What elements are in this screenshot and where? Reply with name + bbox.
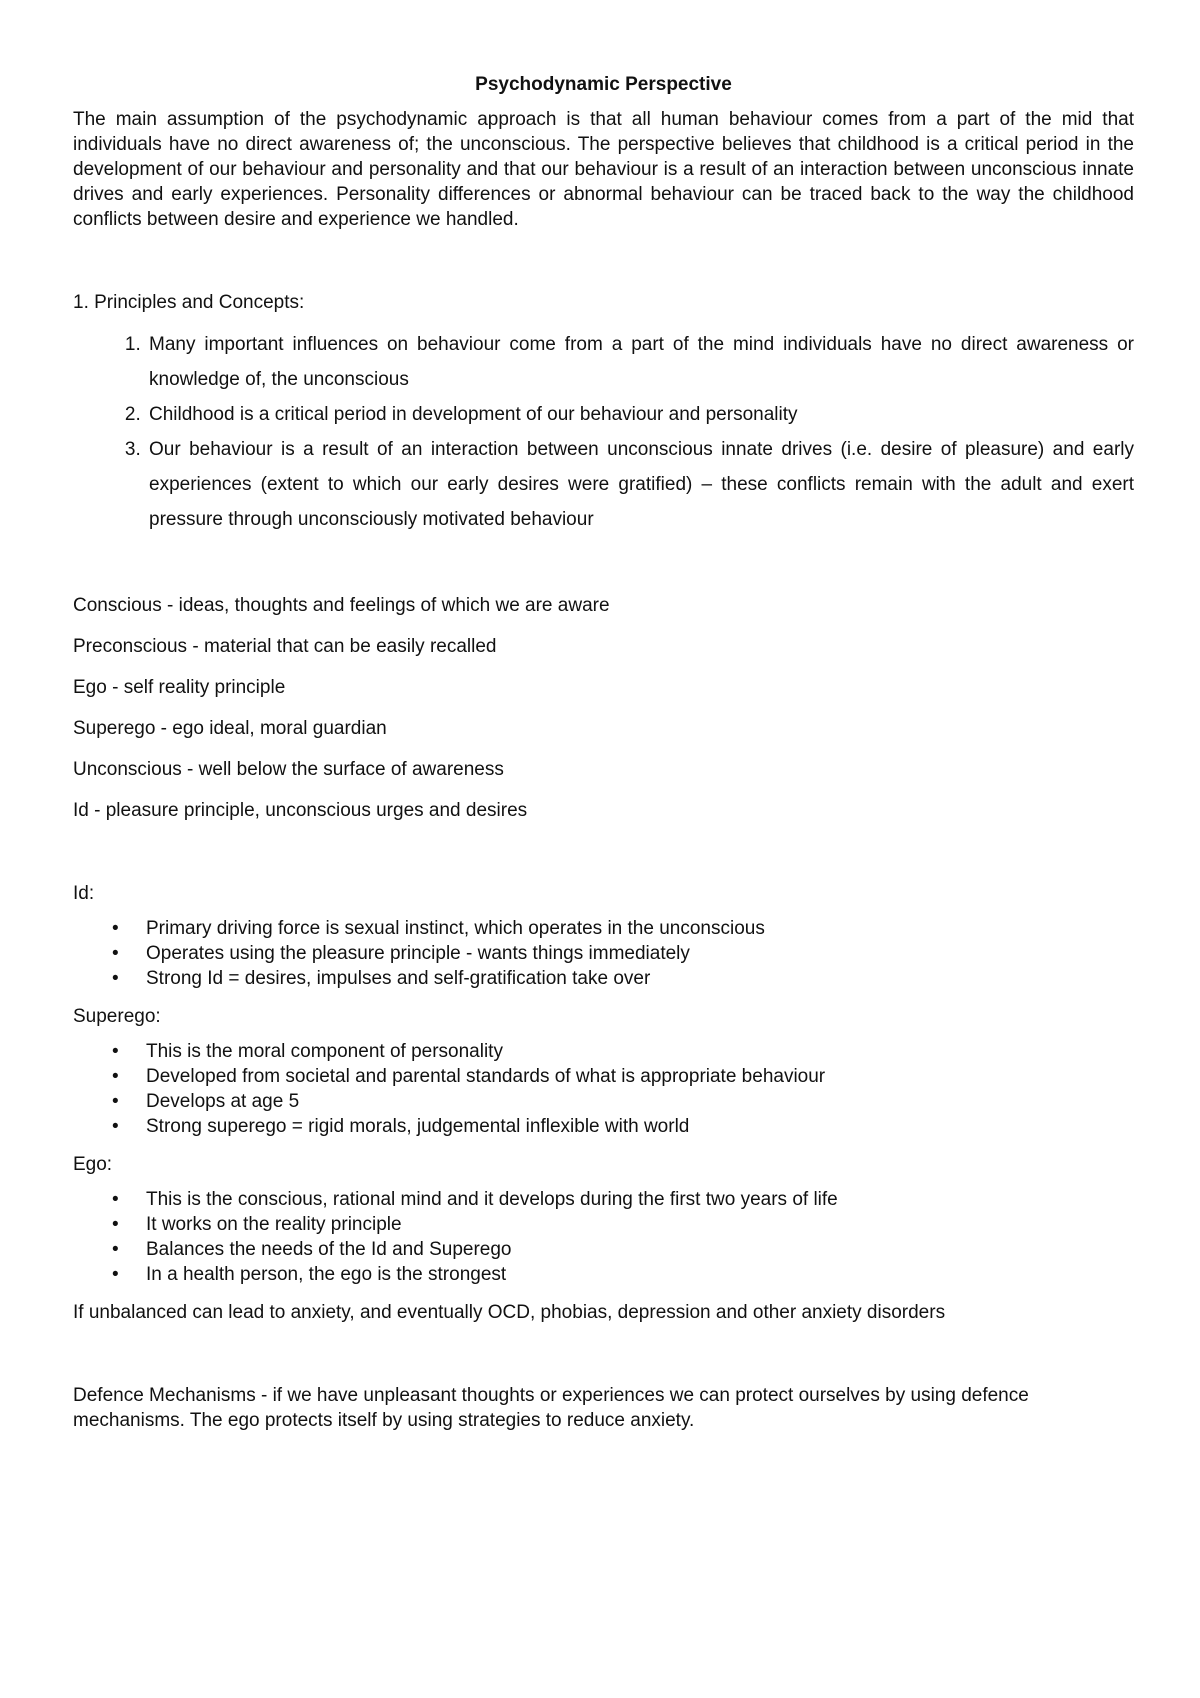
list-item — [112, 1089, 1134, 1114]
list-item — [112, 1114, 1134, 1139]
list-item-text: Developed from societal and parental standards of what is appropriate behaviour — [146, 1066, 826, 1087]
list-item — [112, 1039, 1134, 1064]
bullet-icon: • — [112, 1214, 119, 1235]
superego-list — [73, 1039, 1134, 1139]
ego-list — [73, 1187, 1134, 1287]
list-item — [112, 1262, 1134, 1287]
imbalance-note: If unbalanced can lead to anxiety, and eventually OCD, phobias, depression and other anxiety disorders — [73, 1302, 946, 1323]
bullet-icon: • — [112, 1091, 119, 1112]
bullet-icon: • — [112, 1041, 119, 1062]
list-item-text: Strong Id = desires, impulses and self-gratification take over — [146, 968, 651, 989]
list-item-text: Strong superego = rigid morals, judgemental inflexible with world — [146, 1116, 690, 1137]
list-item — [112, 1237, 1134, 1262]
superego-heading: Superego: — [73, 1006, 161, 1027]
bullet-icon: • — [112, 1239, 119, 1260]
principle-item: 3. Our behaviour is a result of an interaction between unconscious innate drives (i.e. desire of pleasure) and early experiences (extent to which our early desires were gratified) – these conflicts remain with the adult and exert pressure through unconsciously motivated behaviour — [146, 432, 1134, 537]
ego-heading: Ego: — [73, 1154, 113, 1175]
list-item — [112, 941, 1134, 966]
intro-paragraph: The main assumption of the psychodynamic approach is that all human behaviour comes from a part of the mid that individuals have no direct awareness of; the unconscious. The perspective believes that childhood is a critical period in the development of our behaviour and personality and that our behaviour is a result of an interaction between unconscious innate drives and early experiences. Personality differences or abnormal behaviour can be traced back to the way the childhood conflicts between desire and experience we handled. — [73, 109, 1134, 230]
bullet-icon: • — [112, 1066, 119, 1087]
list-item-text: Operates using the pleasure principle - wants things immediately — [146, 943, 690, 964]
definition-preconscious: Preconscious - material that can be easily recalled — [73, 636, 497, 657]
list-item — [112, 1064, 1134, 1089]
list-item-text: This is the moral component of personality — [146, 1041, 503, 1062]
list-item-text: It works on the reality principle — [146, 1214, 402, 1235]
list-item-text: Develops at age 5 — [146, 1091, 300, 1112]
bullet-icon: • — [112, 943, 119, 964]
list-item — [112, 1187, 1134, 1212]
document-page — [73, 72, 1134, 1433]
defence-mechanisms-paragraph: Defence Mechanisms - if we have unpleasant thoughts or experiences we can protect ourselves by using defence mechanisms. The ego protects itself by using strategies to reduce anxiety. — [73, 1385, 1029, 1431]
definition-unconscious: Unconscious - well below the surface of awareness — [73, 759, 504, 780]
list-item — [112, 1212, 1134, 1237]
list-item-text: Primary driving force is sexual instinct, which operates in the unconscious — [146, 918, 765, 939]
page-title: Psychodynamic Perspective — [475, 74, 732, 95]
list-item — [112, 916, 1134, 941]
bullet-icon: • — [112, 918, 119, 939]
principles-list — [73, 327, 1134, 537]
principle-item: 1. Many important influences on behaviour come from a part of the mind individuals have no direct awareness or knowledge of, the unconscious — [146, 327, 1134, 397]
definition-ego: Ego - self reality principle — [73, 677, 286, 698]
definition-conscious: Conscious - ideas, thoughts and feelings of which we are aware — [73, 595, 610, 616]
list-item-text: In a health person, the ego is the strongest — [146, 1264, 507, 1285]
list-item — [112, 966, 1134, 991]
definition-id: Id - pleasure principle, unconscious urges and desires — [73, 800, 528, 821]
bullet-icon: • — [112, 1264, 119, 1285]
superego-section — [73, 1004, 1134, 1139]
ego-section — [73, 1152, 1134, 1287]
id-list — [73, 916, 1134, 991]
list-item-text: This is the conscious, rational mind and it develops during the first two years of life — [146, 1189, 838, 1210]
list-item-text: Balances the needs of the Id and Superego — [146, 1239, 512, 1260]
id-heading: Id: — [73, 883, 95, 904]
principle-item: 2. Childhood is a critical period in development of our behaviour and personality — [146, 397, 1134, 432]
definitions-list — [73, 593, 1134, 823]
definition-superego: Superego - ego ideal, moral guardian — [73, 718, 387, 739]
principles-heading: 1. Principles and Concepts: — [73, 292, 305, 313]
bullet-icon: • — [112, 1116, 119, 1137]
id-section — [73, 881, 1134, 991]
bullet-icon: • — [112, 1189, 119, 1210]
bullet-icon: • — [112, 968, 119, 989]
